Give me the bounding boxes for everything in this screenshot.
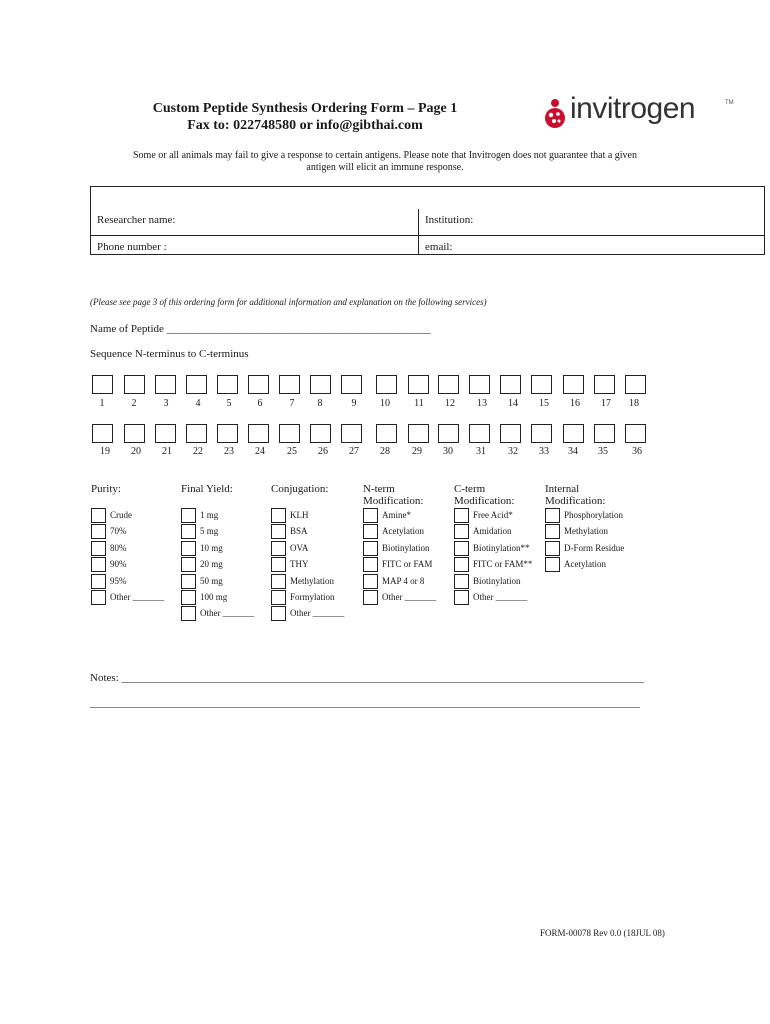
- disclaimer-line-2: antigen will elicit an immune response.: [306, 162, 464, 173]
- option-checkbox[interactable]: [181, 524, 196, 539]
- option-label: 95%: [110, 576, 127, 586]
- option-label: D-Form Residue: [564, 543, 625, 553]
- option-label: 5 mg: [200, 526, 219, 536]
- column-heading-line-2: Modification:: [545, 495, 606, 507]
- sequence-position-3-box[interactable]: [155, 375, 176, 394]
- sequence-position-number: 4: [195, 398, 201, 409]
- sequence-position-number: 18: [629, 398, 639, 409]
- sequence-position-number: 19: [100, 446, 110, 457]
- option-label: Formylation: [290, 592, 335, 602]
- sequence-position-number: 8: [317, 398, 323, 409]
- option-checkbox[interactable]: [271, 606, 286, 621]
- option-label: Acetylation: [382, 526, 424, 536]
- sequence-position-23-box[interactable]: [217, 424, 238, 443]
- option-label: Other _______: [110, 592, 165, 602]
- column-heading-line-2: Modification:: [363, 495, 424, 507]
- sequence-position-12-box[interactable]: [438, 375, 459, 394]
- sequence-position-number: 11: [414, 398, 424, 409]
- option-label: Free Acid*: [473, 510, 513, 520]
- researcher-name-field[interactable]: Researcher name:: [97, 214, 176, 226]
- logo-mark-icon: [543, 98, 567, 130]
- sequence-position-33-box[interactable]: [531, 424, 552, 443]
- option-checkbox[interactable]: [454, 541, 469, 556]
- sequence-position-28-box[interactable]: [376, 424, 397, 443]
- sequence-position-number: 24: [255, 446, 265, 457]
- option-checkbox[interactable]: [363, 557, 378, 572]
- option-checkbox[interactable]: [91, 574, 106, 589]
- option-label: Phosphorylation: [564, 510, 624, 520]
- option-label: Biotinylation**: [473, 543, 530, 553]
- sequence-position-number: 21: [162, 446, 172, 457]
- option-checkbox[interactable]: [181, 508, 196, 523]
- option-checkbox[interactable]: [91, 508, 106, 523]
- option-label: Other _______: [200, 608, 255, 618]
- sequence-position-number: 32: [508, 446, 518, 457]
- option-label: Crude: [110, 510, 132, 520]
- sequence-position-36-box[interactable]: [625, 424, 646, 443]
- sequence-position-number: 28: [380, 446, 390, 457]
- sequence-position-22-box[interactable]: [186, 424, 207, 443]
- option-checkbox[interactable]: [363, 508, 378, 523]
- disclaimer: [90, 150, 680, 174]
- sequence-position-20-box[interactable]: [124, 424, 145, 443]
- option-label: Amine*: [382, 510, 411, 520]
- sequence-position-number: 20: [131, 446, 141, 457]
- option-label: BSA: [290, 526, 308, 536]
- option-label: Methylation: [290, 576, 334, 586]
- option-checkbox[interactable]: [454, 557, 469, 572]
- sequence-position-11-box[interactable]: [408, 375, 429, 394]
- sequence-position-35-box[interactable]: [594, 424, 615, 443]
- email-field[interactable]: email:: [425, 241, 453, 253]
- option-label: 90%: [110, 559, 127, 569]
- option-checkbox[interactable]: [181, 574, 196, 589]
- sequence-position-number: 17: [601, 398, 611, 409]
- option-label: FITC or FAM**: [473, 559, 533, 569]
- invitrogen-logo: [543, 92, 743, 136]
- fax-line: Fax to: 022748580 or info@gibthai.com: [187, 118, 423, 133]
- option-label: KLH: [290, 510, 309, 520]
- option-checkbox[interactable]: [454, 524, 469, 539]
- option-checkbox[interactable]: [181, 590, 196, 605]
- option-checkbox[interactable]: [91, 524, 106, 539]
- phone-number-field[interactable]: Phone number :: [97, 241, 167, 253]
- sequence-position-number: 30: [443, 446, 453, 457]
- option-checkbox[interactable]: [363, 590, 378, 605]
- sequence-position-2-box[interactable]: [124, 375, 145, 394]
- sequence-position-number: 5: [226, 398, 232, 409]
- sequence-position-18-box[interactable]: [625, 375, 646, 394]
- sequence-position-number: 33: [539, 446, 549, 457]
- option-checkbox[interactable]: [454, 574, 469, 589]
- sequence-position-15-box[interactable]: [531, 375, 552, 394]
- column-heading-line-2: Modification:: [454, 495, 515, 507]
- option-label: 10 mg: [200, 543, 223, 553]
- institution-field[interactable]: Institution:: [425, 214, 474, 226]
- sequence-position-number: 13: [477, 398, 487, 409]
- option-checkbox[interactable]: [271, 574, 286, 589]
- sequence-position-5-box[interactable]: [217, 375, 238, 394]
- sequence-position-number: 6: [257, 398, 263, 409]
- column-heading: Internal: [545, 483, 580, 495]
- sequence-position-number: 34: [568, 446, 578, 457]
- sequence-position-number: 12: [445, 398, 455, 409]
- option-label: OVA: [290, 543, 309, 553]
- option-label: Amidation: [473, 526, 512, 536]
- option-checkbox[interactable]: [271, 508, 286, 523]
- option-checkbox[interactable]: [545, 524, 560, 539]
- sequence-position-number: 29: [412, 446, 422, 457]
- option-checkbox[interactable]: [271, 557, 286, 572]
- sequence-position-29-box[interactable]: [408, 424, 429, 443]
- logo-wordmark: invitrogen: [570, 92, 696, 125]
- sequence-position-number: 22: [193, 446, 203, 457]
- option-label: 1 mg: [200, 510, 219, 520]
- sequence-position-number: 23: [224, 446, 234, 457]
- column-heading: C-term: [454, 483, 486, 495]
- notes-line-2[interactable]: ____________________________________________________________________________________________________: [90, 697, 640, 709]
- sequence-position-7-box[interactable]: [279, 375, 300, 394]
- option-label: Other _______: [382, 592, 437, 602]
- sequence-position-34-box[interactable]: [563, 424, 584, 443]
- option-checkbox[interactable]: [271, 541, 286, 556]
- column-heading: Final Yield:: [181, 483, 233, 495]
- sequence-position-4-box[interactable]: [186, 375, 207, 394]
- sequence-position-number: 15: [539, 398, 549, 409]
- sequence-position-21-box[interactable]: [155, 424, 176, 443]
- option-checkbox[interactable]: [454, 590, 469, 605]
- sequence-position-17-box[interactable]: [594, 375, 615, 394]
- sequence-position-26-box[interactable]: [310, 424, 331, 443]
- sequence-position-32-box[interactable]: [500, 424, 521, 443]
- disclaimer-line-1: Some or all animals may fail to give a response to certain antigens. Please note that Invitrogen does not guarantee that a given: [132, 150, 637, 161]
- sequence-position-number: 9: [351, 398, 357, 409]
- sequence-position-31-box[interactable]: [469, 424, 490, 443]
- option-label: Methylation: [564, 526, 608, 536]
- sequence-position-number: 3: [163, 398, 169, 409]
- sequence-position-number: 14: [508, 398, 518, 409]
- option-checkbox[interactable]: [181, 606, 196, 621]
- sequence-position-24-box[interactable]: [248, 424, 269, 443]
- option-label: Other _______: [473, 592, 528, 602]
- option-checkbox[interactable]: [363, 541, 378, 556]
- sequence-position-16-box[interactable]: [563, 375, 584, 394]
- option-label: 50 mg: [200, 576, 223, 586]
- sequence-position-number: 31: [476, 446, 486, 457]
- option-checkbox[interactable]: [454, 508, 469, 523]
- option-checkbox[interactable]: [363, 574, 378, 589]
- sequence-label: Sequence N-terminus to C-terminus: [90, 348, 249, 360]
- option-label: Other _______: [290, 608, 345, 618]
- sequence-position-14-box[interactable]: [500, 375, 521, 394]
- option-checkbox[interactable]: [363, 524, 378, 539]
- additional-info-note: (Please see page 3 of this ordering form for additional information and explanation on the following services): [90, 297, 487, 307]
- sequence-position-19-box[interactable]: [92, 424, 113, 443]
- option-checkbox[interactable]: [181, 557, 196, 572]
- option-label: THY: [290, 559, 309, 569]
- notes-field[interactable]: Notes: _______________________________________________________________________________________________: [90, 672, 644, 684]
- sequence-position-number: 35: [598, 446, 608, 457]
- option-label: Acetylation: [564, 559, 606, 569]
- option-checkbox[interactable]: [545, 557, 560, 572]
- option-label: Biotinylation: [473, 576, 521, 586]
- sequence-position-number: 7: [289, 398, 295, 409]
- sequence-position-8-box[interactable]: [310, 375, 331, 394]
- option-checkbox[interactable]: [91, 590, 106, 605]
- option-label: FITC or FAM: [382, 559, 433, 569]
- logo-trademark: TM: [725, 100, 734, 106]
- option-label: 20 mg: [200, 559, 223, 569]
- sequence-position-27-box[interactable]: [341, 424, 362, 443]
- sequence-position-number: 26: [318, 446, 328, 457]
- sequence-position-number: 27: [349, 446, 359, 457]
- option-label: MAP 4 or 8: [382, 576, 425, 586]
- peptide-name-field[interactable]: Name of Peptide ________________________________________________: [90, 323, 431, 335]
- column-heading: Conjugation:: [271, 483, 329, 495]
- sequence-position-1-box[interactable]: [92, 375, 113, 394]
- sequence-position-number: 2: [131, 398, 137, 409]
- info-column-divider: [418, 209, 419, 255]
- sequence-position-30-box[interactable]: [438, 424, 459, 443]
- column-heading: N-term: [363, 483, 395, 495]
- sequence-position-13-box[interactable]: [469, 375, 490, 394]
- option-label: Biotinylation: [382, 543, 430, 553]
- option-checkbox[interactable]: [271, 524, 286, 539]
- option-checkbox[interactable]: [545, 541, 560, 556]
- sequence-position-6-box[interactable]: [248, 375, 269, 394]
- sequence-position-number: 1: [99, 398, 105, 409]
- sequence-position-number: 16: [570, 398, 580, 409]
- option-checkbox[interactable]: [545, 508, 560, 523]
- sequence-position-10-box[interactable]: [376, 375, 397, 394]
- option-checkbox[interactable]: [91, 541, 106, 556]
- info-row-divider: [90, 235, 765, 236]
- option-label: 100 mg: [200, 592, 228, 602]
- column-heading: Purity:: [91, 483, 121, 495]
- option-checkbox[interactable]: [181, 541, 196, 556]
- option-checkbox[interactable]: [91, 557, 106, 572]
- form-title: Custom Peptide Synthesis Ordering Form – Page 1: [152, 101, 458, 116]
- option-checkbox[interactable]: [271, 590, 286, 605]
- sequence-position-number: 36: [632, 446, 642, 457]
- option-label: 80%: [110, 543, 127, 553]
- sequence-position-number: 25: [287, 446, 297, 457]
- sequence-position-9-box[interactable]: [341, 375, 362, 394]
- sequence-position-number: 10: [380, 398, 390, 409]
- sequence-position-25-box[interactable]: [279, 424, 300, 443]
- option-label: 70%: [110, 526, 127, 536]
- form-revision: FORM-00078 Rev 0.0 (18JUL 08): [540, 928, 665, 938]
